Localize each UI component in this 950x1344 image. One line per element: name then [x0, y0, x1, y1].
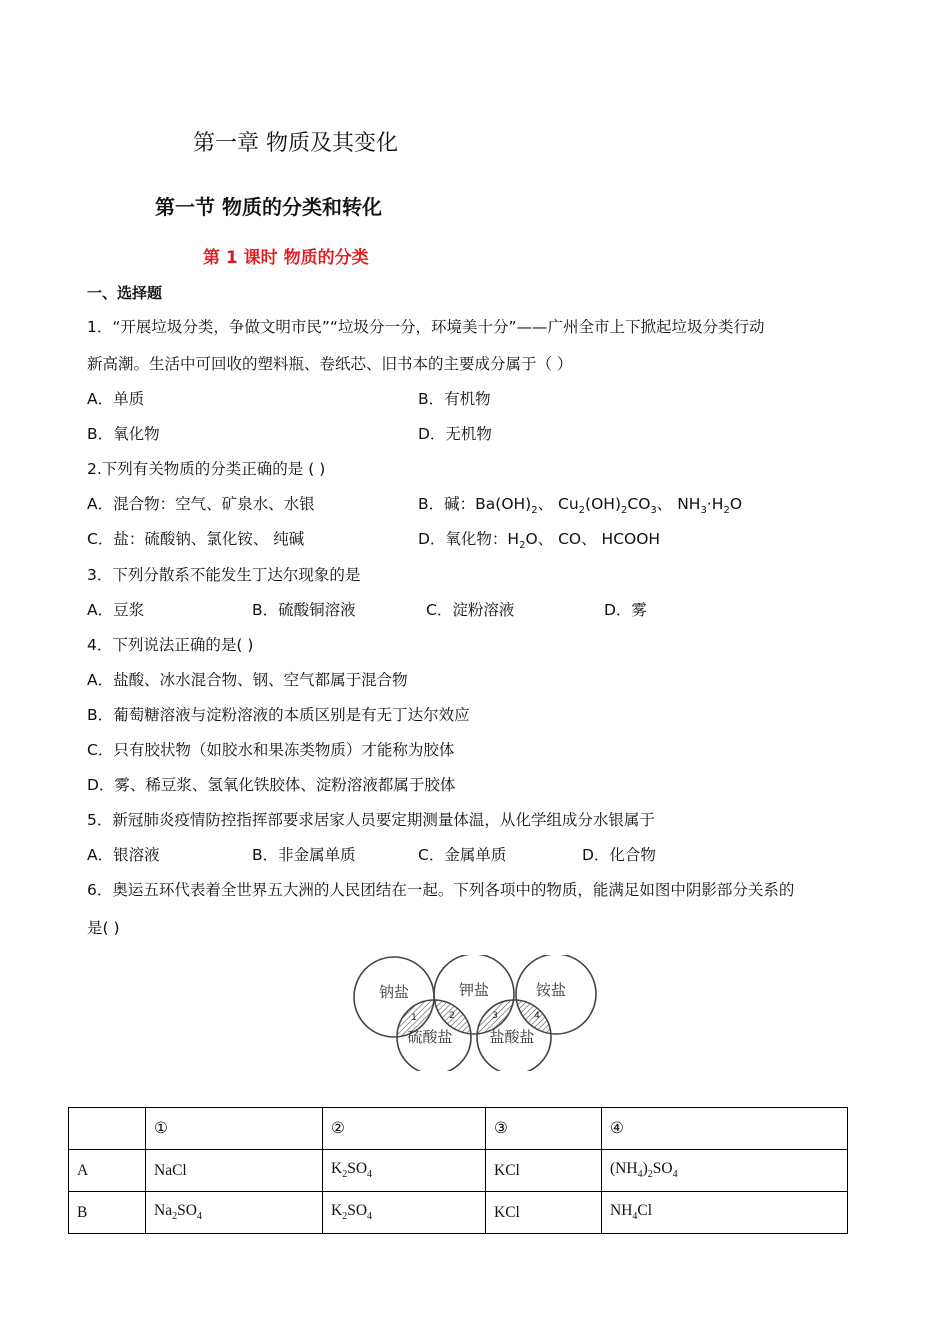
q3-option: A．豆浆: [87, 601, 145, 619]
q2-option-a: A．混合物：空气、矿泉水、水银: [87, 495, 315, 513]
region-number: 2: [449, 1011, 455, 1021]
chapter-title: 第一章 物质及其变化: [193, 131, 398, 156]
q5-stem: 5．新冠肺炎疫情防控指挥部要求居家人员要定期测量体温，从化学组成分水银属于: [87, 811, 655, 829]
olympic-rings-diagram: [352, 955, 600, 1071]
lesson-title: 第 1 课时 物质的分类: [203, 248, 369, 268]
ring-label: 硫酸盐: [407, 1028, 453, 1046]
region-number: 3: [492, 1011, 498, 1021]
table-cell: ③: [486, 1108, 602, 1150]
table-row: [69, 1150, 848, 1192]
table-cell: $NH_4Cl$: [602, 1192, 848, 1234]
q2-option-b: B．碱：$Ba(OH)_2$、 $Cu_2(OH)_2CO_3$、 $NH_3\cdot H_2O$: [418, 495, 743, 517]
q6-stem-line1: 6．奥运五环代表着全世界五大洲的人民团结在一起。下列各项中的物质，能满足如图中阴影部分关系的: [87, 881, 795, 899]
q1-option: D．无机物: [418, 425, 492, 443]
table-cell: KCl: [486, 1192, 602, 1234]
q4-option: B．葡萄糖溶液与淀粉溶液的本质区别是有无丁达尔效应: [87, 706, 470, 724]
q3-option: D．雾: [604, 601, 647, 619]
table-cell: [69, 1108, 146, 1150]
ring-label: 钠盐: [378, 983, 410, 1001]
section-heading: 一、选择题: [87, 284, 163, 302]
q5-option: A．银溶液: [87, 846, 160, 864]
ring-label: 钾盐: [458, 981, 490, 999]
q4-option: C．只有胶状物（如胶水和果冻类物质）才能称为胶体: [87, 741, 455, 759]
q1-stem-line1: 1．“开展垃圾分类，争做文明市民”“垃圾分一分，环境美十分”——广州全市上下掀起垃圾分类行动: [87, 318, 765, 336]
q1-option: B．氧化物: [87, 425, 160, 443]
ring-label: 盐酸盐: [489, 1028, 535, 1046]
table-cell: $K_2SO_4$: [323, 1192, 486, 1234]
q6-stem-line2: 是( ): [87, 919, 120, 937]
q3-option: C．淀粉溶液: [426, 601, 515, 619]
table-cell: $Na_2SO_4$: [146, 1192, 323, 1234]
table-cell: A: [69, 1150, 146, 1192]
q5-option: B．非金属单质: [252, 846, 356, 864]
q1-option: A．单质: [87, 390, 145, 408]
q2-option-d: D．氧化物：$H_2O$、 CO、 HCOOH: [418, 530, 661, 552]
q5-option: D．化合物: [582, 846, 656, 864]
q3-option: B．硫酸铜溶液: [252, 601, 356, 619]
region-number: 4: [534, 1011, 540, 1021]
q4-option: A．盐酸、冰水混合物、钢、空气都属于混合物: [87, 671, 408, 689]
q2-option-c: C．盐：硫酸钠、氯化铵、 纯碱: [87, 530, 305, 548]
q5-option: C．金属单质: [418, 846, 507, 864]
options-table: [68, 1107, 848, 1234]
table-cell: ④: [602, 1108, 848, 1150]
q4-option: D．雾、稀豆浆、氢氧化铁胶体、淀粉溶液都属于胶体: [87, 776, 456, 794]
q1-option: B．有机物: [418, 390, 491, 408]
table-row: [69, 1192, 848, 1234]
table-cell: ②: [323, 1108, 486, 1150]
table-header-row: [69, 1108, 848, 1150]
table-cell: NaCl: [146, 1150, 323, 1192]
ring-label: 铵盐: [535, 981, 567, 999]
table-cell: KCl: [486, 1150, 602, 1192]
table-cell: B: [69, 1192, 146, 1234]
q3-stem: 3．下列分散系不能发生丁达尔现象的是: [87, 566, 361, 584]
region-number: 1: [411, 1013, 417, 1023]
table-cell: ①: [146, 1108, 323, 1150]
q1-stem-line2: 新高潮。生活中可回收的塑料瓶、卷纸芯、旧书本的主要成分属于（ ）: [87, 355, 573, 373]
q4-stem: 4．下列说法正确的是( ): [87, 636, 254, 654]
table-cell: $K_2SO_4$: [323, 1150, 486, 1192]
section-title: 第一节 物质的分类和转化: [155, 195, 382, 219]
q2-stem: 2.下列有关物质的分类正确的是 ( ): [87, 460, 326, 478]
table-cell: $(NH_4)_2SO_4$: [602, 1150, 848, 1192]
